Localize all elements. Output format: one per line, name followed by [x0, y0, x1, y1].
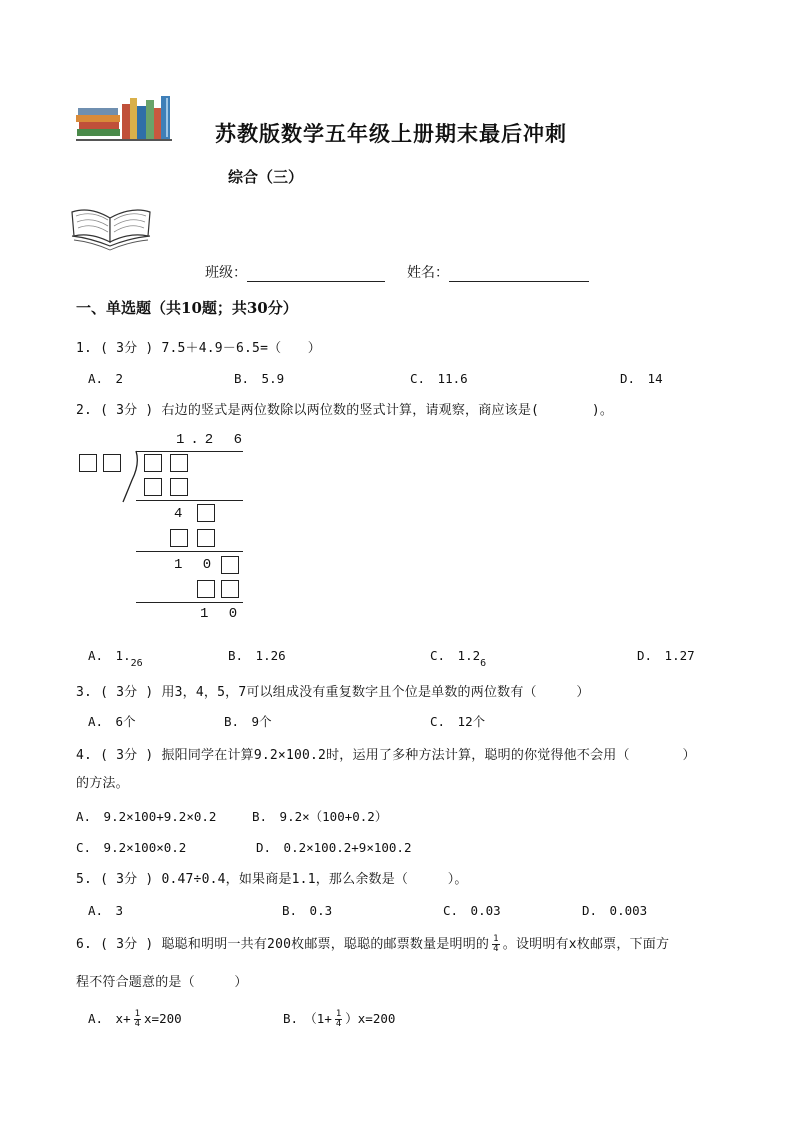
q5-option-c[interactable]: C. 0.03	[443, 903, 501, 918]
name-label: 姓名：	[407, 265, 449, 281]
document-title: 苏教版数学五年级上册期末最后冲刺	[215, 121, 567, 146]
dividend-digit-box-1[interactable]	[144, 454, 162, 472]
q2-option-a-repeating: 26	[130, 658, 143, 669]
q6-option-a-fraction	[134, 1010, 141, 1029]
q4-option-a[interactable]: A. 9.2×100+9.2×0.2	[76, 809, 217, 824]
q2-option-a[interactable]	[88, 646, 143, 669]
question-4-stem-line1: 4. ( 3分 ) 振阳同学在计算9.2×100.2时，运用了多种方法计算，聪明的你觉得他不会用（ ）	[76, 748, 696, 763]
q6-fraction	[492, 935, 500, 954]
question-4-stem-line2: 的方法。	[76, 776, 129, 791]
q2-option-c-repeating: 6	[480, 658, 487, 669]
q1-option-b[interactable]: B. 5.9	[234, 371, 285, 386]
q6-option-b-denominator: 4	[335, 1019, 342, 1029]
partial-remainder-2: 1 0	[174, 557, 218, 573]
q5-option-d[interactable]: D. 0.003	[582, 903, 648, 918]
question-5-stem: 5. ( 3分 ) 0.47÷0.4，如果商是1.1，那么余数是（ ）。	[76, 872, 468, 887]
product3-digit-box-1[interactable]	[197, 580, 215, 598]
q6-stem-part-b: 。设明明有x枚邮票，下面方	[502, 937, 670, 952]
q6-option-b-fraction	[335, 1010, 342, 1029]
product2-digit-box-2[interactable]	[197, 529, 215, 547]
document-subtitle: 综合（三）	[228, 168, 304, 186]
q6-fraction-numerator: 1	[493, 934, 499, 944]
class-label: 班级：	[205, 265, 247, 281]
q4-option-d[interactable]: D. 0.2×100.2+9×100.2	[256, 840, 412, 855]
product1-digit-box-2[interactable]	[170, 478, 188, 496]
division-bracket	[122, 450, 142, 506]
division-line-1	[136, 500, 243, 501]
partial1-digit-box[interactable]	[197, 504, 215, 522]
partial2-digit-box[interactable]	[221, 556, 239, 574]
question-6-stem-line1	[76, 933, 669, 954]
divisor-digit-box-1[interactable]	[79, 454, 97, 472]
question-6-stem-line2: 程不符合题意的是（ ）	[76, 975, 248, 990]
bookshelf-illustration	[76, 94, 176, 142]
q2-option-a-label: A. 1.	[88, 648, 131, 663]
q2-option-d[interactable]: D. 1.27	[637, 648, 695, 663]
q2-option-c[interactable]	[430, 646, 487, 669]
partial-remainder-1: 4	[174, 506, 183, 522]
name-field	[407, 262, 589, 282]
q5-option-b[interactable]: B. 0.3	[282, 903, 333, 918]
class-field	[205, 262, 385, 282]
q4-option-b[interactable]: B. 9.2×（100+0.2）	[252, 809, 388, 824]
final-remainder: 1 0	[200, 606, 244, 622]
question-3-stem: 3. ( 3分 ) 用3，4，5，7可以组成没有重复数字且个位是单数的两位数有（ ）	[76, 685, 590, 700]
q6-option-b[interactable]	[283, 1009, 395, 1029]
q2-option-b[interactable]: B. 1.26	[228, 648, 286, 663]
q6-option-a-denominator: 4	[134, 1019, 141, 1029]
division-line-2	[136, 551, 243, 552]
q6-option-a-pre: A. x+	[88, 1011, 131, 1026]
q1-option-a[interactable]: A. 2	[88, 371, 124, 386]
divisor-digit-box-2[interactable]	[103, 454, 121, 472]
product2-digit-box-1[interactable]	[170, 529, 188, 547]
q1-option-d[interactable]: D. 14	[620, 371, 663, 386]
question-1-stem: 1. ( 3分 ) 7.5＋4.9－6.5=（ ）	[76, 341, 321, 356]
q6-option-b-pre: B. （1+	[283, 1011, 332, 1026]
q6-fraction-denominator: 4	[493, 944, 499, 954]
product3-digit-box-2[interactable]	[221, 580, 239, 598]
class-input[interactable]	[247, 266, 385, 282]
open-book-illustration	[70, 192, 152, 252]
q4-option-c[interactable]: C. 9.2×100×0.2	[76, 840, 187, 855]
q6-option-a-numerator: 1	[134, 1009, 141, 1019]
quotient-text: 1.2 6	[176, 432, 249, 448]
q6-stem-part-a: 6. ( 3分 ) 聪聪和明明一共有200枚邮票，聪聪的邮票数量是明明的	[76, 937, 490, 952]
question-2-stem: 2. ( 3分 ) 右边的竖式是两位数除以两位数的竖式计算，请观察，商应该是( )。	[76, 403, 614, 418]
product1-digit-box-1[interactable]	[144, 478, 162, 496]
section-heading-single-choice: 一、单选题（共10题；共30分）	[76, 299, 298, 317]
q3-option-c[interactable]: C. 12个	[430, 714, 486, 729]
division-bar	[136, 451, 243, 452]
q6-option-b-numerator: 1	[335, 1009, 342, 1019]
q3-option-a[interactable]: A. 6个	[88, 714, 136, 729]
q2-option-c-label: C. 1.2	[430, 648, 481, 663]
q5-option-a[interactable]: A. 3	[88, 903, 124, 918]
dividend-digit-box-2[interactable]	[170, 454, 188, 472]
q3-option-b[interactable]: B. 9个	[224, 714, 272, 729]
q6-option-b-post: ）x=200	[345, 1011, 396, 1026]
q6-option-a[interactable]	[88, 1009, 182, 1029]
q6-option-a-post: x=200	[144, 1011, 182, 1026]
name-input[interactable]	[449, 266, 589, 282]
q1-option-c[interactable]: C. 11.6	[410, 371, 468, 386]
division-line-3	[136, 602, 243, 603]
